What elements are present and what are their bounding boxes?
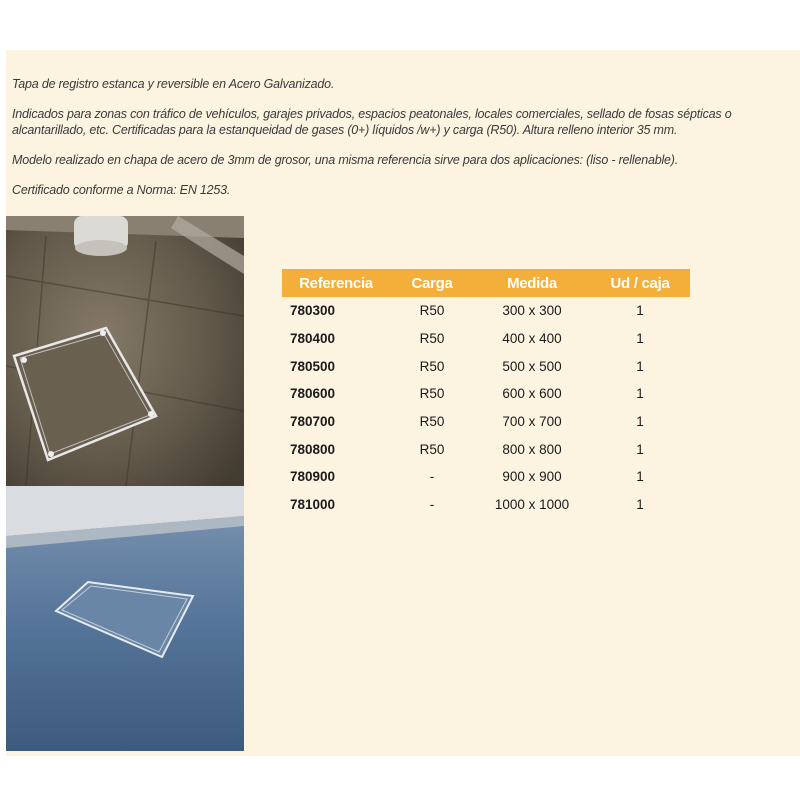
table-row (282, 435, 690, 463)
tiled-floor-illustration (6, 216, 244, 486)
cell-ud-caja: 1 (636, 358, 644, 374)
table-row (282, 352, 690, 380)
cell-referencia: 780700 (290, 414, 336, 430)
cell-referencia: 780800 (290, 441, 336, 457)
cell-ud-caja: 1 (636, 469, 644, 485)
table-row (282, 463, 690, 491)
cell-ud-caja: 1 (636, 386, 644, 402)
table-row (282, 408, 690, 436)
cell-ud-caja: 1 (636, 441, 644, 457)
cell-ud-caja: 1 (636, 497, 644, 513)
reference-table (282, 269, 690, 519)
cell-medida: 400 x 400 (502, 331, 562, 347)
cell-medida: 500 x 500 (502, 358, 562, 374)
cell-medida: 700 x 700 (502, 414, 562, 430)
product-description (12, 76, 792, 212)
cell-carga: R50 (419, 386, 445, 402)
header-referencia: Referencia (282, 269, 390, 297)
cell-medida: 1000 x 1000 (494, 497, 570, 513)
cell-carga: R50 (419, 358, 445, 374)
cell-ud-caja: 1 (636, 303, 644, 319)
cell-ud-caja: 1 (636, 414, 644, 430)
table-row (282, 491, 690, 519)
cell-referencia: 780900 (290, 469, 336, 485)
cell-carga: R50 (419, 441, 445, 457)
cell-referencia: 781000 (290, 497, 336, 513)
resin-floor-illustration (6, 486, 244, 751)
description-line-4: Certificado conforme a Norma: EN 1253. (12, 183, 231, 197)
description-line-2: Indicados para zonas con tráfico de vehículos, garajes privados, espacios peatonales, locales comerciales, sellado de fosas sépticas o alcantarillado, etc. Certificadas para la estanqueidad de gases (0+) líquidos /w+) y carga (R50). Altura relleno interior 35 mm. (12, 107, 732, 137)
table-row (282, 380, 690, 408)
table-header-row (282, 269, 690, 297)
cell-carga: R50 (419, 331, 445, 347)
description-line-3: Modelo realizado en chapa de acero de 3mm de grosor, una misma referencia sirve para dos aplicaciones: (liso - rellenable). (12, 153, 679, 167)
cell-carga: R50 (419, 414, 445, 430)
table-row (282, 325, 690, 353)
cell-medida: 300 x 300 (502, 303, 562, 319)
cell-medida: 800 x 800 (502, 441, 562, 457)
cell-referencia: 780400 (290, 331, 336, 347)
cell-referencia: 780600 (290, 386, 336, 402)
header-medida: Medida (474, 269, 590, 297)
cell-carga: R50 (419, 303, 445, 319)
cell-referencia: 780500 (290, 358, 336, 374)
table-row (282, 297, 690, 325)
cell-carga: - (429, 469, 435, 485)
header-ud-caja: Ud / caja (590, 269, 690, 297)
product-photo-resin-floor (6, 486, 244, 751)
description-line-1: Tapa de registro estanca y reversible en Acero Galvanizado. (12, 77, 335, 91)
product-photo-tiled-floor (6, 216, 244, 486)
cell-referencia: 780300 (290, 303, 336, 319)
cell-medida: 900 x 900 (502, 469, 562, 485)
cell-carga: - (429, 497, 435, 513)
header-carga: Carga (390, 269, 474, 297)
cell-ud-caja: 1 (636, 331, 644, 347)
cell-medida: 600 x 600 (502, 386, 562, 402)
